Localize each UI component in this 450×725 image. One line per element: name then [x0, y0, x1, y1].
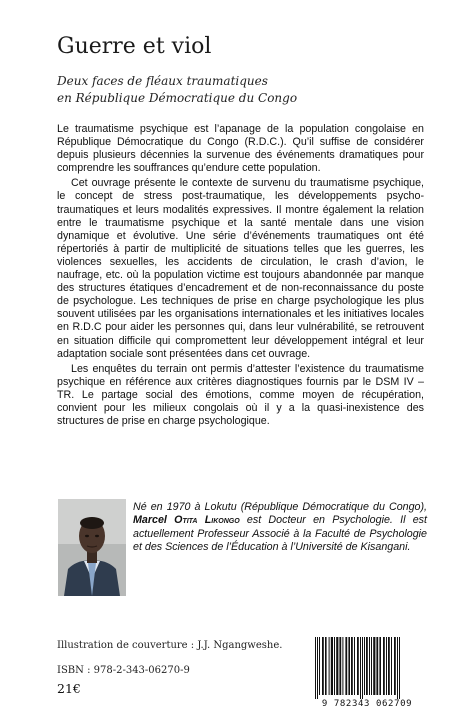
barcode-bar [339, 637, 341, 695]
back-cover-summary [57, 123, 424, 430]
barcode-bar [319, 637, 320, 695]
subtitle-line-2: en République Démocratique du Congo [57, 91, 298, 105]
bio-intro: Né en 1970 à Lokutu (République Démocratique du Congo), [133, 501, 427, 513]
barcode-bar [334, 637, 335, 695]
barcode-bar [342, 637, 343, 695]
author-photo [58, 499, 126, 596]
barcode-bar [371, 637, 372, 695]
barcode-bar [336, 637, 338, 695]
price: 21€ [57, 681, 81, 696]
barcode-bar [388, 637, 390, 695]
barcode-bar [383, 637, 385, 695]
barcode-bar [386, 637, 387, 695]
barcode-bar [391, 637, 392, 695]
author-last-name: Otita Likongo [174, 514, 240, 527]
barcode-bar [360, 637, 361, 699]
barcode-bar [362, 637, 363, 699]
barcode-bar [373, 637, 375, 695]
barcode-bar [376, 637, 378, 695]
barcode-bar [345, 637, 347, 695]
barcode-bar [331, 637, 333, 695]
cover-illustration-credit: Illustration de couverture : J.J. Ngangweshe. [57, 640, 283, 651]
barcode-bar [369, 637, 370, 695]
book-title: Guerre et viol [57, 34, 212, 59]
barcode-bar [348, 637, 350, 695]
barcode-bar [397, 637, 398, 699]
barcode-bar [322, 637, 324, 695]
author-bio [133, 501, 427, 554]
author-first-name: Marcel [133, 514, 175, 527]
book-subtitle [57, 73, 297, 107]
author-portrait-illustration [58, 499, 126, 596]
barcode-bar [317, 637, 318, 699]
barcode-bar [329, 637, 330, 695]
barcode-bar [354, 637, 355, 695]
isbn: ISBN : 978-2-343-06270-9 [57, 665, 190, 676]
author-name [133, 514, 240, 526]
subtitle-line-1: Deux faces de fléaux traumatiques [57, 74, 268, 88]
barcode-digits: 9 782343 062709 [321, 699, 413, 709]
barcode-bar [379, 637, 381, 695]
barcode-bar [351, 637, 353, 695]
bio-details: est Docteur en Psychologie. Il est actuellement Professeur Associé à la Faculté de Psychologie et des Sciences de l’Éducation à l’Université de Kisangani. [133, 514, 427, 553]
barcode-bar [399, 637, 400, 699]
barcode-bar [394, 637, 396, 695]
barcode-bar [357, 637, 359, 695]
summary-paragraph-3: Les enquêtes du terrain ont permis d’attester l’existence du traumatisme psychique en référence aux critères diagnostiques fournis par le DSM IV – TR. Le partage social des émotions, comme moyen de récupération, convient pour les milieux congolais où il y a la quasi-inexistence des structures de prise en charge psychologique. [57, 362, 424, 428]
barcode-bar [366, 637, 368, 695]
summary-paragraph-1: Le traumatisme psychique est l’apanage de la population congolaise en République Démocratique du Congo (R.D.C.). Qu’il suffise de considérer depuis plusieurs décennies la survenue des événements dramatiques pour comprendre les souffrances qu’endure cette population. [57, 123, 424, 175]
summary-paragraph-2: Cet ouvrage présente le contexte de survenu du traumatisme psychique, le concept de stress post-traumatique, les développements psycho-traumatiques et leurs modalités expressives. Il montre également la relation entre le traumatisme psychique et la santé mentale dans une vision dynamique et évolutive. Une série d’événements traumatiques ont été répertoriés à partir de multiplicité de situations telles que les guerres, les violences sexuelles, les accidents de circulation, le crash d’avion, le naufrage, etc. où la population victime est toujours abandonnée par manque des structures étatiques d’encadrement et de non-reconnaissance du poste de psychologue. Les techniques de prise en charge psychologique les plus souvent utilisées par les organisations internationales et les initiatives locales en R.D.C pour aider les personnes qui, dans leur vulnérabilité, se retrouvent en situation difficile qui compromettent leur développement intégral et leur adaptation sociale sont présentées dans cet ouvrage. [57, 177, 424, 360]
barcode-bar [315, 637, 316, 699]
barcode-bar [364, 637, 365, 695]
barcode-bar [325, 637, 327, 695]
